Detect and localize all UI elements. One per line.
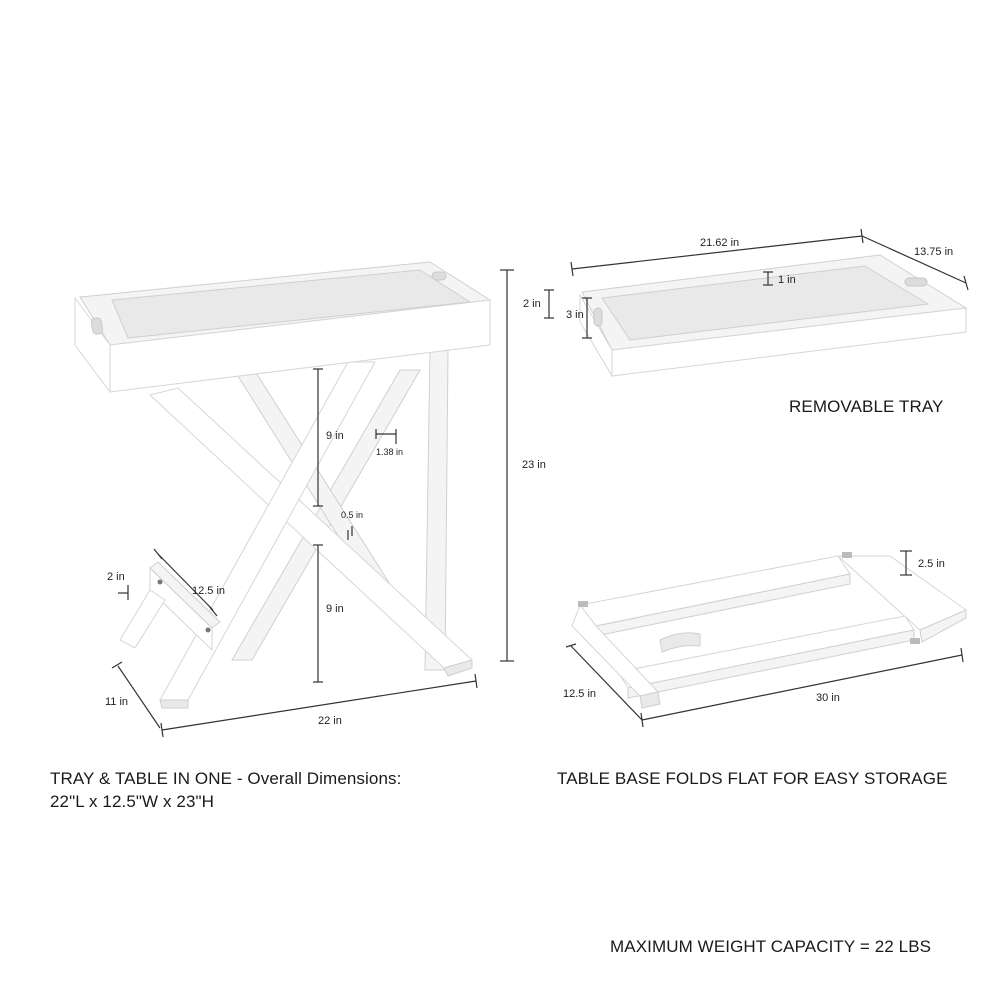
overall-dimensions-values: 22"L x 12.5"W x 23"H — [50, 792, 215, 811]
max-weight-caption: MAXIMUM WEIGHT CAPACITY = 22 LBS — [610, 937, 932, 956]
stretcher-height-label: 2 in — [107, 571, 125, 583]
lower-leg-label: 9 in — [326, 603, 344, 615]
tray-rim-label: 1 in — [778, 274, 796, 286]
depth-label: 11 in — [105, 696, 129, 708]
folds-flat-caption: TABLE BASE FOLDS FLAT FOR EASY STORAGE — [557, 769, 948, 788]
removable-tray-caption: REMOVABLE TRAY — [789, 397, 944, 416]
tray-illustration — [580, 255, 966, 376]
length-label: 22 in — [318, 715, 342, 727]
folded-length-label: 30 in — [816, 692, 840, 704]
overall-dimensions-title: TRAY & TABLE IN ONE - Overall Dimensions: — [50, 769, 402, 788]
tray-length-label: 21.62 in — [700, 237, 740, 249]
upper-leg-label: 9 in — [326, 430, 344, 442]
folded-width-label: 12.5 in — [563, 688, 597, 700]
tray-outer-height-label: 2 in — [523, 298, 541, 310]
overall-dimensions-caption — [50, 767, 401, 813]
leg-gap-label: 0.5 in — [341, 510, 364, 520]
tray-table-illustration — [75, 262, 490, 708]
overall-height-label: 23 in — [522, 459, 546, 471]
leg-width-label: 1.38 in — [376, 447, 404, 457]
tray-width-label: 13.75 in — [914, 246, 954, 258]
stretcher-length-label: 12.5 in — [192, 585, 226, 597]
tray-handle-height-label: 3 in — [566, 309, 584, 321]
folded-height-label: 2.5 in — [918, 558, 945, 570]
